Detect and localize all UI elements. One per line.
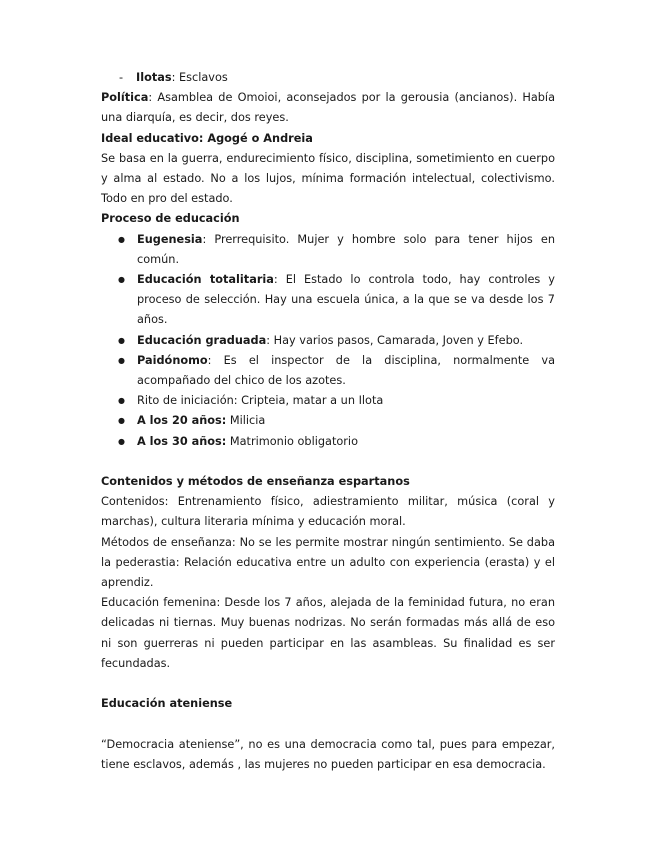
document-page [101, 68, 555, 775]
proceso-list [101, 230, 555, 452]
politica-text: : Asamblea de Omoioi, aconsejados por la gerousia (ancianos). Había una diarquía, es decir, dos reyes. [101, 91, 555, 125]
item-text: : Es el inspector de la disciplina, normalmente va acompañado del chico de los azotes. [137, 353, 555, 388]
item-label: A los 30 años: [137, 434, 227, 448]
ateniense-heading: Educación ateniense [101, 697, 233, 711]
item-text: : Prerrequisito. Mujer y hombre solo para tener hijos en común. [137, 232, 555, 266]
ateniense-paragraph: “Democracia ateniense”, no es una democracia como tal, pues para empezar, tiene esclavos, además , las mujeres no pueden participar en esa democracia. [101, 737, 555, 771]
proceso-heading: Proceso de educación [101, 212, 240, 226]
contenidos-heading: Contenidos y métodos de enseñanza espartanos [101, 475, 410, 489]
list-item [118, 351, 555, 391]
politica-label: Política [101, 91, 149, 105]
ilotas-list [101, 68, 555, 88]
metodos-paragraph: Métodos de enseñanza: No se les permite mostrar ningún sentimiento. Se daba la pederastia: Relación educativa entre un adulto con experiencia (erasta) y el aprendiz. [101, 535, 555, 590]
item-label: Paidónomo [137, 353, 208, 367]
item-text: Matrimonio obligatorio [226, 434, 358, 448]
item-label: Eugenesia [137, 232, 203, 246]
spacer [101, 714, 555, 734]
item-label: Educación graduada [137, 333, 267, 347]
list-item [118, 230, 555, 270]
list-item [118, 331, 555, 351]
spacer [101, 674, 555, 694]
item-text: Rito de iniciación: Cripteia, matar a un Ilota [137, 394, 384, 408]
list-item [118, 432, 555, 452]
list-item [118, 270, 555, 331]
ilotas-text: : Esclavos [171, 71, 228, 84]
item-text: Milicia [226, 414, 266, 428]
femenina-paragraph: Educación femenina: Desde los 7 años, alejada de la feminidad futura, no eran delicadas ni tiernas. Muy buenas nodrizas. No serán formadas más allá de eso ni son guerreras ni pueden participar en las asambleas. Su finalidad es ser fecundadas. [101, 596, 555, 670]
item-label: Educación totalitaria [137, 273, 274, 287]
spacer [101, 452, 555, 472]
list-item [119, 68, 555, 88]
politica-paragraph [101, 88, 555, 128]
item-text: : El Estado lo controla todo, hay controles y proceso de selección. Hay una escuela única, a la que se va desde los 7 años. [137, 273, 555, 327]
ideal-paragraph: Se basa en la guerra, endurecimiento físico, disciplina, sometimiento en cuerpo y alma al estado. No a los lujos, mínima formación intelectual, colectivismo. Todo en pro del estado. [101, 151, 555, 206]
item-label: A los 20 años: [137, 414, 227, 428]
ilotas-label: Ilotas [136, 71, 172, 84]
contenidos-paragraph: Contenidos: Entrenamiento físico, adiestramiento militar, música (coral y marchas), cultura literaria mínima y educación moral. [101, 495, 555, 529]
list-item [118, 391, 555, 411]
ideal-heading: Ideal educativo: Agogé o Andreia [101, 131, 313, 145]
item-text: : Hay varios pasos, Camarada, Joven y Efebo. [266, 333, 524, 347]
list-item [118, 411, 555, 431]
